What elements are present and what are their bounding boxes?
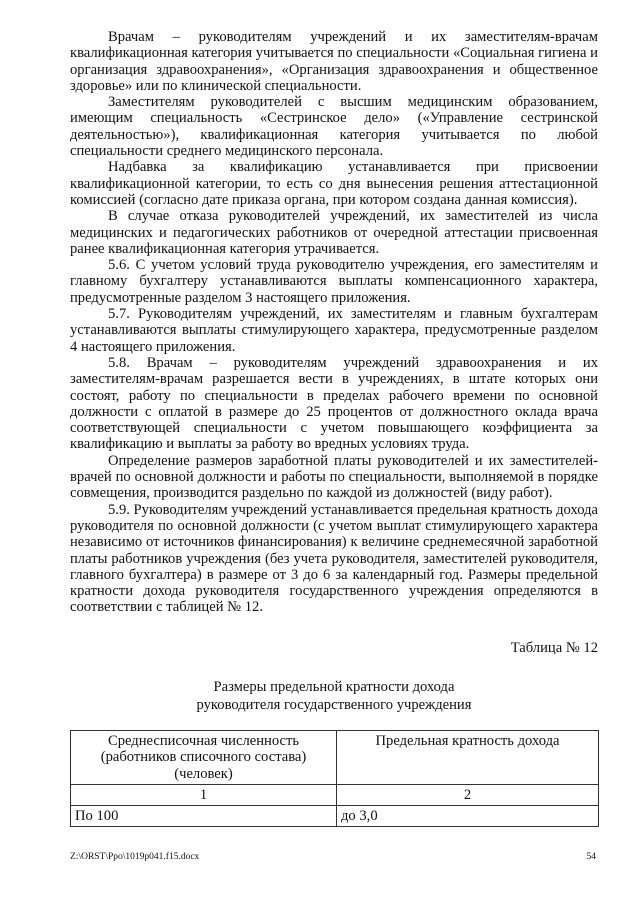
paragraph: Врачам – руководителям учреждений и их заместителям-врачам квалификационная категория учитывается по специальности «Социальная гигиена и организация здравоохранения», «Организация здравоохранения и общественное здоровье» или по клинической специальности. xyxy=(70,29,598,94)
document-body xyxy=(70,29,598,827)
limit-table xyxy=(70,730,599,827)
table-title-line: Размеры предельной кратности дохода xyxy=(213,678,455,695)
file-path: Z:\ORST\Ppo\1019p041.f15.docx xyxy=(70,852,200,862)
table-title xyxy=(70,678,598,714)
table-number-row xyxy=(71,784,599,805)
table-cell: до 3,0 xyxy=(337,806,599,827)
header-cell: Среднесписочная численность (работников списочного состава) (человек) xyxy=(71,730,337,784)
table-header-row xyxy=(71,730,599,784)
table-title-line: руководителя государственного учреждения xyxy=(196,696,472,713)
paragraph: 5.7. Руководителям учреждений, их заместителям и главным бухгалтерам устанавливаются выплаты стимулирующего характера, предусмотренные разделом 4 настоящего приложения. xyxy=(70,306,598,355)
paragraph: 5.9. Руководителям учреждений устанавливается предельная кратность дохода руководителя по основной должности (с учетом выплат стимулирующего характера независимо от источников финансирования) к величине среднемесячной заработной платы работников учреждения (без учета руководителя, заместителей руководителя, главного бухгалтера) в размере от 3 до 6 за календарный год. Размеры предельной кратности дохода руководителя государственного учреждения определяются в соответствии с таблицей № 12. xyxy=(70,501,598,616)
paragraph: Надбавка за квалификацию устанавливается при присвоении квалификационной категории, то есть со дня вынесения решения аттестационной комиссией (согласно дате приказа органа, при котором создана данная комиссия). xyxy=(70,159,598,208)
column-number-cell: 1 xyxy=(71,784,337,805)
paragraph: Заместителям руководителей с высшим медицинским образованием, имеющим специальность «Сестринское дело» («Управление сестринской деятельностью»), квалификационная категория учитывается по любой специальности среднего медицинского персонала. xyxy=(70,94,598,160)
paragraph: В случае отказа руководителей учреждений, их заместителей из числа медицинских и педагогических работников от очередной аттестации присвоенная ранее квалификационная категория утрачивается. xyxy=(70,208,598,257)
header-cell: Предельная кратность дохода xyxy=(337,730,599,784)
table-caption: Таблица № 12 xyxy=(510,639,598,656)
table-cell: По 100 xyxy=(71,806,337,827)
table-row xyxy=(71,806,599,827)
paragraph: 5.8. Врачам – руководителям учреждений здравоохранения и их заместителям-врачам разрешается вести в учреждениях, в штате которых они состоят, работу по специальности в пределах рабочего времени по основной должности с оплатой в размере до 25 процентов от должностного оклада врача соответствующей специальности с учетом повышающего коэффициента за квалификацию и выплаты за работу во вредных условиях труда. xyxy=(70,354,598,453)
page-number: 54 xyxy=(586,852,596,862)
paragraph: Определение размеров заработной платы руководителей и их заместителей-врачей по основной должности и работы по специальности, выполняемой в порядке совмещения, производится раздельно по каждой из должностей (виду работ). xyxy=(70,452,598,502)
column-number-cell: 2 xyxy=(337,784,599,805)
paragraph: 5.6. С учетом условий труда руководителю учреждения, его заместителям и главному бухгалтеру устанавливаются выплаты компенсационного характера, предусмотренные разделом 3 настоящего приложения. xyxy=(70,257,598,306)
